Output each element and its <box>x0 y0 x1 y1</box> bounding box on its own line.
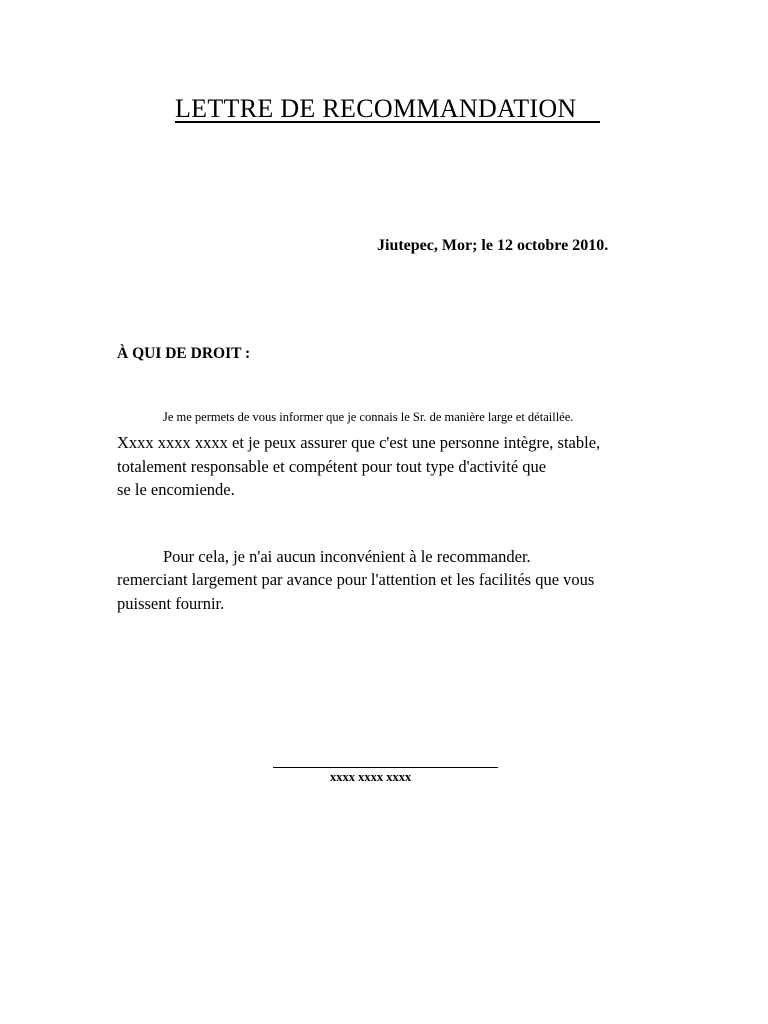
paragraph2-line1: Pour cela, je n'ai aucun inconvénient à le recommander. <box>163 547 531 566</box>
date-line: Jiutepec, Mor; le 12 octobre 2010. <box>377 237 609 254</box>
paragraph1-line3: totalement responsable et compétent pour tout type d'activité que <box>117 457 547 476</box>
salutation: À QUI DE DROIT : <box>117 345 251 362</box>
signature-line <box>273 767 498 768</box>
paragraph1-line2: Xxxx xxxx xxxx et je peux assurer que c'est une personne intègre, stable, <box>117 433 601 452</box>
paragraph2-line2: remerciant largement par avance pour l'attention et les facilités que vous <box>117 570 595 589</box>
letter-title: LETTRE DE RECOMMANDATION <box>175 94 577 123</box>
paragraph1-line4: se le encomiende. <box>117 480 235 499</box>
paragraph1-line1: Je me permets de vous informer que je connais le Sr. de manière large et détaillée. <box>163 410 574 424</box>
title-underline <box>175 121 600 123</box>
paragraph2-line3: puissent fournir. <box>117 594 225 613</box>
signature-name: xxxx xxxx xxxx <box>330 770 412 784</box>
